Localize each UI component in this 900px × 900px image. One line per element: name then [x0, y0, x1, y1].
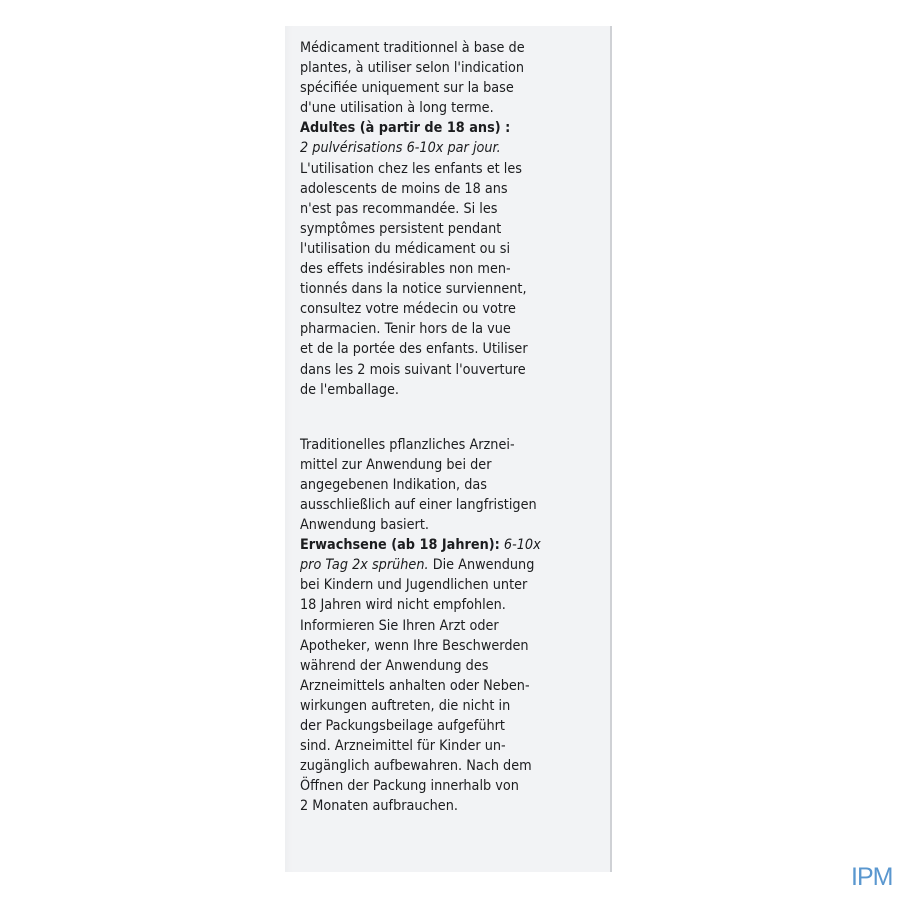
fr-intro-line: plantes, à utiliser selon l'indication	[300, 60, 525, 77]
fr-body-line: tionnés dans la notice surviennent,	[300, 281, 527, 298]
de-dosage-line	[300, 535, 570, 555]
de-body-line: wirkungen auftreten, die nicht in	[300, 697, 511, 714]
fr-body-line: l'utilisation du médicament ou si	[300, 240, 511, 257]
de-dosage-text: pro Tag 2x sprühen.	[300, 557, 429, 574]
fr-body-line: dans les 2 mois suivant l'ouverture	[300, 361, 526, 378]
de-body-line: 2 Monaten aufbrauchen.	[300, 798, 458, 815]
de-intro-line: mittel zur Anwendung bei der	[300, 456, 492, 473]
de-body-line: bei Kindern und Jugendlichen unter	[300, 577, 528, 594]
fr-body-line: symptômes persistent pendant	[300, 220, 502, 237]
fr-body-line: et de la portée des enfants. Utiliser	[300, 341, 528, 358]
de-body-line: Arzneimittels anhalten oder Neben-	[300, 677, 530, 694]
fr-body-line: L'utilisation chez les enfants et les	[300, 160, 522, 177]
package-side-panel	[285, 26, 612, 872]
de-intro-line: angegebenen Indikation, das	[300, 476, 488, 493]
de-body-line: 18 Jahren wird nicht empfohlen.	[300, 597, 506, 614]
de-body-line: sind. Arzneimittel für Kinder un-	[300, 738, 506, 755]
de-body-line: Informieren Sie Ihren Arzt oder	[300, 617, 499, 634]
fr-body-line: adolescents de moins de 18 ans	[300, 180, 508, 197]
fr-intro-line: spécifiée uniquement sur la base	[300, 80, 514, 97]
de-body-line: während der Anwendung des	[300, 657, 489, 674]
ipm-watermark-logo: IPM	[851, 863, 893, 891]
fr-intro-line: d'une utilisation à long terme.	[300, 100, 494, 117]
de-body-line: zugänglich aufbewahren. Nach dem	[300, 758, 532, 775]
fr-intro-line: Médicament traditionnel à base de	[300, 40, 525, 56]
de-intro-line: ausschließlich auf einer langfristigen	[300, 496, 537, 513]
fr-body-line: consultez votre médecin ou votre	[300, 301, 516, 318]
de-dosage-heading: Erwachsene (ab 18 Jahren):	[300, 537, 500, 554]
de-dosage-trailing: Die Anwendung	[432, 557, 535, 574]
section-spacer	[300, 400, 570, 435]
fr-body-line: des effets indésirables non men-	[300, 261, 511, 278]
leaflet-text	[300, 38, 570, 816]
de-body-line: der Packungsbeilage aufgeführt	[300, 718, 505, 734]
fr-dosage-text: 2 pulvérisations 6-10x par jour.	[300, 140, 501, 157]
de-body-line: Apotheker, wenn Ihre Beschwerden	[300, 637, 529, 654]
de-intro-line: Traditionelles pflanzliches Arznei-	[300, 436, 515, 453]
fr-body-line: de l'emballage.	[300, 381, 399, 398]
fr-body-line: n'est pas recommandée. Si les	[300, 200, 498, 217]
fr-body-line: pharmacien. Tenir hors de la vue	[300, 321, 511, 338]
fr-dosage-heading: Adultes (à partir de 18 ans) :	[300, 120, 511, 137]
de-dosage-text: 6-10x	[503, 537, 541, 554]
de-dosage-line	[300, 555, 570, 575]
de-intro-line: Anwendung basiert.	[300, 517, 429, 534]
de-body-line: Öffnen der Packung innerhalb von	[300, 778, 519, 795]
